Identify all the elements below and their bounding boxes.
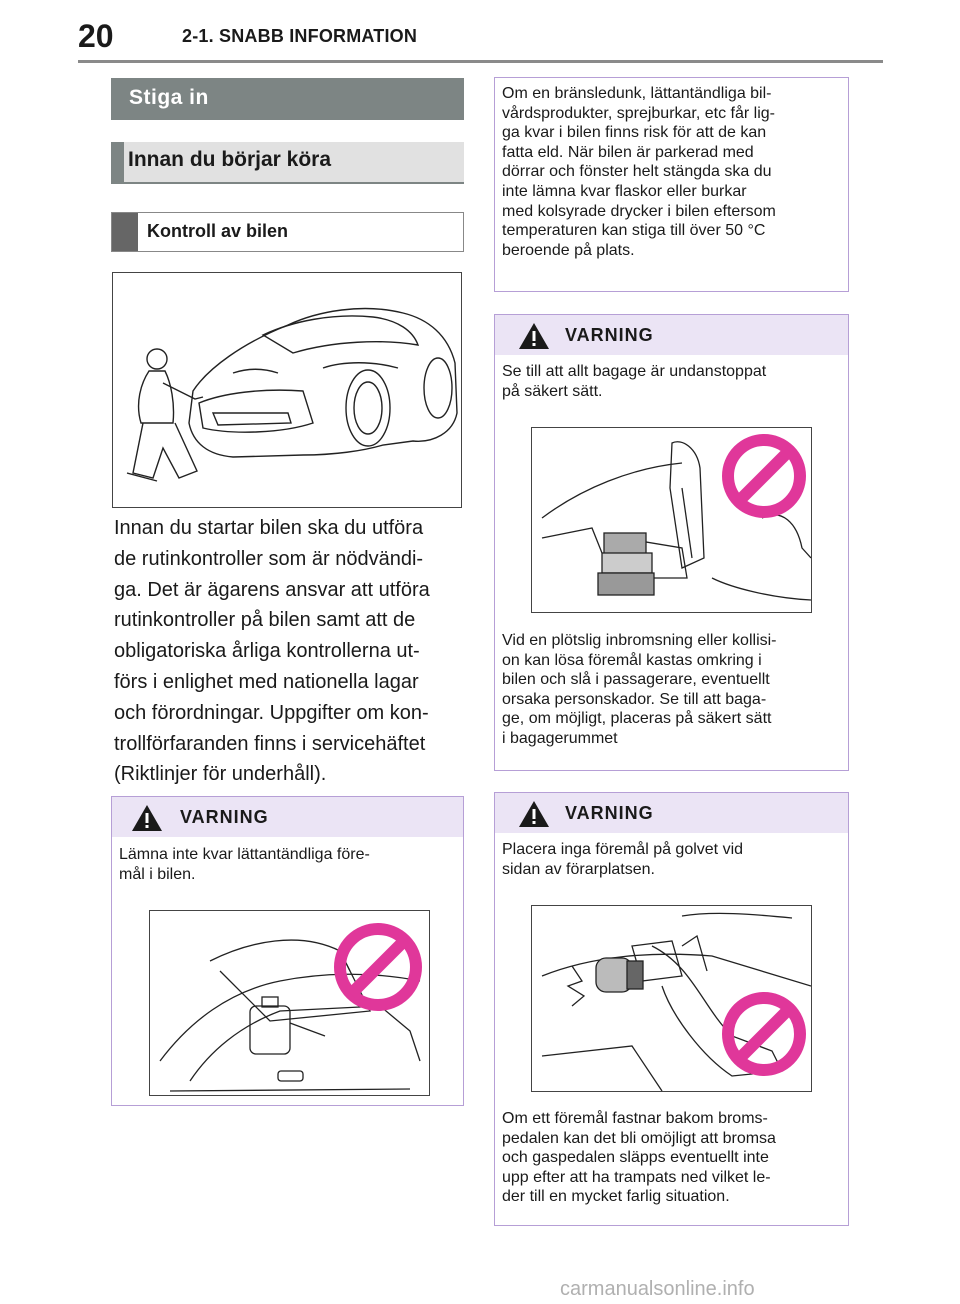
warning-header bbox=[495, 793, 848, 833]
warning-line: orsaka personskador. Se till att baga- bbox=[502, 690, 767, 708]
warning-line: ge, om möjligt, placeras på säkert sätt bbox=[502, 710, 772, 728]
warning-label: VARNING bbox=[565, 803, 654, 823]
warning-icon bbox=[130, 803, 164, 833]
warning-icon bbox=[517, 321, 551, 351]
warning-line: i bagagerummet bbox=[502, 729, 618, 747]
note-line: ga kvar i bilen finns risk för att de kan bbox=[502, 124, 767, 142]
warning-intro bbox=[502, 840, 846, 879]
body-line: (Riktlinjer för underhåll). bbox=[114, 763, 327, 786]
watermark: carmanualsonline.info bbox=[560, 1278, 755, 1300]
warning-panel-luggage bbox=[494, 314, 849, 771]
warning-line: och gaspedalen släpps eventuellt inte bbox=[502, 1149, 769, 1167]
body-line: ga. Det är ägarens ansvar att utföra bbox=[114, 578, 430, 601]
body-line: och förordningar. Uppgifter om kon- bbox=[114, 701, 429, 724]
warning-header bbox=[112, 797, 463, 837]
section-heading-text: Stiga in bbox=[129, 86, 209, 109]
warning-text bbox=[119, 845, 459, 884]
topic-heading bbox=[111, 212, 464, 252]
body-line: obligatoriska årliga kontrollerna ut- bbox=[114, 640, 420, 663]
body-line: rutinkontroller på bilen samt att de bbox=[114, 609, 416, 632]
note-line: vårdsprodukter, sprejburkar, etc får lig- bbox=[502, 104, 776, 122]
section-heading bbox=[111, 78, 464, 120]
topic-heading-text: Kontroll av bilen bbox=[147, 221, 289, 241]
warning-header bbox=[495, 315, 848, 355]
page-number: 20 bbox=[78, 18, 114, 54]
note-text bbox=[502, 84, 846, 260]
warning-label: VARNING bbox=[565, 325, 654, 345]
warning-label: VARNING bbox=[180, 807, 269, 827]
note-line: fatta eld. När bilen är parkerad med bbox=[502, 143, 754, 161]
warning-line: Lämna inte kvar lättantändliga före- bbox=[119, 846, 370, 863]
subsection-heading-text: Innan du börjar köra bbox=[128, 148, 332, 171]
note-line: med kolsyrade drycker i bilen eftersom bbox=[502, 202, 776, 220]
warning-icon bbox=[517, 799, 551, 829]
warning-line: pedalen kan det bli omöjligt att bromsa bbox=[502, 1129, 776, 1147]
warning-line: Placera inga föremål på golvet vid bbox=[502, 841, 744, 858]
chapter-title: 2-1. SNABB INFORMATION bbox=[182, 26, 418, 46]
seat-luggage-illustration bbox=[531, 427, 812, 613]
warning-line: mål i bilen. bbox=[119, 865, 196, 883]
warning-line: på säkert sätt. bbox=[502, 382, 603, 400]
car-inspection-illustration bbox=[112, 272, 462, 508]
warning-explanation bbox=[502, 631, 846, 749]
warning-line: Se till att allt bagage är undanstoppat bbox=[502, 363, 767, 380]
note-line: inte lämna kvar flaskor eller burkar bbox=[502, 182, 747, 200]
warning-explanation bbox=[502, 1109, 846, 1207]
warning-line: sidan av förarplatsen. bbox=[502, 860, 655, 878]
note-line: Om en bränsledunk, lättantändliga bil- bbox=[502, 85, 772, 102]
warning-intro bbox=[502, 362, 846, 401]
subsection-heading bbox=[111, 142, 464, 184]
body-paragraph bbox=[114, 513, 466, 790]
warning-line: bilen och slå i passagerare, eventuellt bbox=[502, 671, 770, 689]
pedal-illustration bbox=[531, 905, 812, 1092]
body-line: trollförfaranden finns i servicehäftet bbox=[114, 732, 426, 755]
warning-panel-floor bbox=[494, 792, 849, 1226]
note-line: temperaturen kan stiga till över 50 °C bbox=[502, 222, 766, 240]
warning-panel-left bbox=[111, 796, 464, 1106]
body-line: förs i enlighet med nationella lagar bbox=[114, 670, 419, 693]
body-line: Innan du startar bilen ska du utföra bbox=[114, 517, 424, 539]
warning-line: upp efter att ha trampats ned vilket le- bbox=[502, 1168, 771, 1186]
note-line: dörrar och fönster helt stängda ska du bbox=[502, 163, 772, 181]
trunk-illustration bbox=[149, 910, 430, 1096]
warning-line: Vid en plötslig inbromsning eller kollisi- bbox=[502, 632, 777, 649]
body-line: de rutinkontroller som är nödvändi- bbox=[114, 547, 424, 570]
header-divider bbox=[78, 60, 883, 63]
note-panel bbox=[494, 77, 849, 292]
warning-line: der till en mycket farlig situation. bbox=[502, 1188, 730, 1206]
warning-line: Om ett föremål fastnar bakom broms- bbox=[502, 1110, 768, 1127]
warning-line: on kan lösa föremål kastas omkring i bbox=[502, 651, 762, 669]
note-line: beroende på plats. bbox=[502, 241, 635, 259]
